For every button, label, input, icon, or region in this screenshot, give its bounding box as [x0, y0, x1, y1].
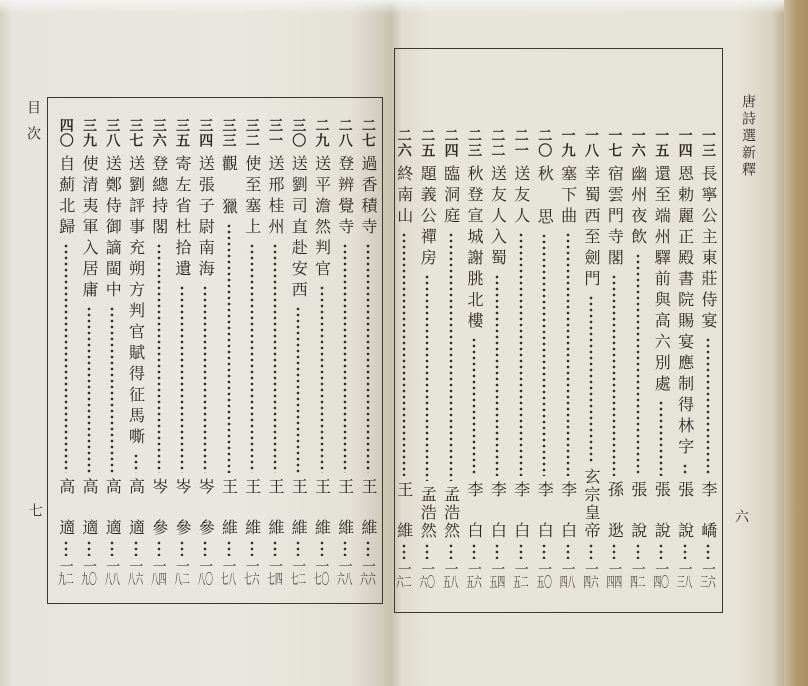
- leader-dots: [449, 543, 453, 559]
- entry-page-number: [561, 562, 575, 590]
- toc-entry: [311, 118, 333, 587]
- page-digit: 一: [127, 559, 144, 573]
- entry-number: 二一: [512, 128, 529, 158]
- page-digit: 一: [466, 562, 482, 576]
- page-digit: 一: [606, 562, 623, 576]
- page-digits-combined: 七二: [290, 573, 306, 587]
- running-head-book-title: 唐詩選新釋: [740, 94, 756, 179]
- entry-number: 一三: [700, 128, 716, 158]
- entry-title: 幸蜀西至劍門: [582, 165, 601, 291]
- author-name: 孟浩然: [418, 486, 438, 540]
- entry-number: 四〇: [57, 118, 74, 148]
- leader-dots: [519, 543, 523, 559]
- toc-entry: [264, 118, 286, 587]
- author-name: 李 白: [465, 480, 484, 540]
- leader-dots: [273, 540, 277, 556]
- entry-page-number: [490, 562, 504, 590]
- entry-page-number: [397, 562, 411, 590]
- author-name: 岑 參: [196, 477, 216, 537]
- page-digits-combined: 五八: [442, 576, 459, 590]
- entry-title: 觀 獵: [219, 155, 239, 220]
- author-name: 王 維: [335, 477, 355, 537]
- right-page-number: 六: [733, 509, 749, 523]
- page-digits-combined: 六六: [360, 573, 376, 587]
- entry-number: 三七: [127, 118, 144, 148]
- page-digits-combined: 四八: [559, 576, 576, 590]
- entry-title: 過香積寺: [359, 155, 378, 239]
- leader-dots: [203, 540, 207, 556]
- entry-number: 一八: [583, 128, 599, 158]
- leader-dots: [203, 285, 207, 473]
- leader-dots: [180, 285, 184, 473]
- entry-title: 秋 思: [535, 165, 555, 230]
- page-digit: 一: [419, 562, 436, 576]
- entry-title: 送鄭侍御謫閩中: [103, 155, 123, 302]
- entry-page-number: [654, 562, 668, 590]
- leader-dots: [425, 274, 429, 481]
- entry-number: 一四: [676, 128, 693, 158]
- toc-entry: [287, 118, 309, 587]
- entry-title: 登辨覺寺: [335, 155, 355, 239]
- leader-dots: [706, 543, 710, 559]
- author-name: 孟浩然: [441, 486, 461, 540]
- author-name: 李 白: [535, 480, 555, 540]
- entry-title: 送友人: [511, 165, 531, 228]
- page-digit: 一: [676, 562, 693, 576]
- entry-page-number: [175, 559, 189, 587]
- author-name: 李 白: [488, 480, 508, 540]
- entry-page-number: [607, 562, 621, 590]
- entry-number: 三三: [220, 118, 237, 148]
- page-digit: 一: [583, 562, 599, 576]
- toc-entry: [463, 128, 485, 590]
- page-digit: 一: [336, 559, 353, 573]
- leader-dots: [683, 463, 687, 476]
- page-digit: 一: [57, 559, 74, 573]
- page-digit: 一: [442, 562, 459, 576]
- entry-page-number: [152, 559, 166, 587]
- page-digit: 一: [313, 559, 330, 573]
- entry-page-number: [420, 562, 434, 590]
- entry-number: 二八: [336, 118, 353, 148]
- page-digits-combined: 四四: [606, 576, 623, 590]
- entry-number: 三八: [104, 118, 121, 148]
- leader-dots: [425, 543, 429, 559]
- toc-entry: [627, 128, 649, 590]
- entry-title: 使至塞上: [242, 155, 262, 239]
- page-digits-combined: 六八: [337, 573, 353, 587]
- toc-entry: [101, 118, 123, 587]
- entry-number: 三六: [150, 118, 167, 148]
- page-digit: 一: [81, 559, 97, 573]
- left-page-number: 七: [27, 503, 43, 517]
- entry-number: 二七: [360, 118, 376, 148]
- entry-number: 二九: [313, 118, 330, 148]
- toc-entry: [393, 128, 415, 590]
- entry-page-number: [338, 559, 352, 587]
- toc-entry: [148, 118, 170, 587]
- page-digit: 一: [243, 559, 260, 573]
- leader-dots: [542, 233, 546, 476]
- entry-page-number: [291, 559, 305, 587]
- entry-page-number: [361, 559, 375, 587]
- leader-dots: [449, 232, 453, 481]
- leader-dots: [157, 540, 161, 556]
- leader-dots: [589, 295, 593, 463]
- page-digits-combined: 七六: [244, 573, 260, 587]
- entry-title: 還至端州驛前與高六別處: [652, 165, 672, 396]
- entry-number: 二五: [419, 128, 436, 158]
- leader-dots: [566, 232, 570, 476]
- entry-title: 送劉評事充朔方判官賦得征馬嘶: [126, 155, 146, 449]
- page-digits-combined: 六〇: [419, 576, 435, 590]
- leader-dots: [612, 543, 616, 559]
- entry-page-number: [584, 562, 598, 590]
- leader-dots: [495, 274, 499, 476]
- leader-dots: [659, 400, 663, 476]
- entry-number: 三四: [197, 118, 214, 148]
- page-digits-combined: 八四: [151, 573, 167, 587]
- entry-number: 二二: [489, 128, 506, 158]
- toc-entry: [55, 118, 77, 587]
- entry-page-number: [245, 559, 259, 587]
- author-name: 王 維: [312, 477, 332, 537]
- page-digits-combined: 六二: [396, 576, 412, 590]
- leader-dots: [320, 540, 324, 556]
- toc-entry: [674, 128, 696, 590]
- entry-number: 一七: [606, 128, 623, 158]
- entry-page-number: [198, 559, 212, 587]
- toc-entry: [557, 128, 579, 590]
- leader-dots: [589, 543, 593, 559]
- entry-number: 二六: [395, 128, 412, 158]
- entry-title: 幽州夜飲: [628, 165, 648, 249]
- page-digit: 一: [700, 562, 716, 576]
- leader-dots: [320, 285, 324, 473]
- leader-dots: [612, 274, 616, 476]
- leader-dots: [87, 306, 91, 473]
- leader-dots: [87, 540, 91, 556]
- page-digit: 一: [104, 559, 121, 573]
- entry-title: 送友人入蜀: [488, 165, 508, 270]
- leader-dots: [273, 243, 277, 473]
- page-digits-combined: 四〇: [653, 576, 669, 590]
- entry-title: 題義公禪房: [418, 165, 438, 270]
- page-digit: 一: [536, 562, 553, 576]
- author-name: 高 適: [80, 477, 99, 537]
- author-name: 李 白: [558, 480, 578, 540]
- page-digits-combined: 五二: [513, 576, 529, 590]
- author-name: 玄宗皇帝: [582, 468, 601, 540]
- toc-entry: [533, 128, 555, 590]
- entry-number: 三九: [81, 118, 97, 148]
- entry-page-number: [467, 562, 481, 590]
- entry-page-number: [537, 562, 551, 590]
- page-digit: 一: [150, 559, 167, 573]
- leader-dots: [227, 223, 231, 473]
- page-digits-combined: 八二: [174, 573, 190, 587]
- toc-entry: [440, 128, 462, 590]
- leader-dots: [472, 337, 476, 476]
- page-digits-combined: 八六: [127, 573, 144, 587]
- entry-number: 二〇: [536, 128, 553, 158]
- entry-page-number: [678, 562, 692, 590]
- entry-page-number: [315, 559, 329, 587]
- leader-dots: [157, 243, 161, 473]
- page-digits-combined: 五六: [466, 576, 482, 590]
- author-name: 張 說: [652, 480, 672, 540]
- author-name: 岑 參: [173, 477, 192, 537]
- page-digit: 一: [360, 559, 376, 573]
- entry-page-number: [701, 562, 715, 590]
- page-digit: 一: [629, 562, 646, 576]
- leader-dots: [110, 540, 114, 556]
- leader-dots: [64, 540, 68, 556]
- page-digit: 一: [395, 562, 412, 576]
- toc-entry: [580, 128, 602, 590]
- entry-title: 長寧公主東莊侍宴: [699, 165, 718, 333]
- entry-page-number: [222, 559, 236, 587]
- page-digits-combined: 九二: [58, 573, 74, 587]
- leader-dots: [343, 540, 347, 556]
- leader-dots: [296, 306, 300, 473]
- entry-title: 送張子尉南海: [196, 155, 216, 281]
- entry-page-number: [59, 559, 73, 587]
- leader-dots: [683, 543, 687, 559]
- entry-page-number: [444, 562, 458, 590]
- toc-entry: [357, 118, 379, 587]
- entry-title: 塞下曲: [558, 165, 578, 228]
- entry-number: 二三: [466, 128, 482, 158]
- author-name: 王 維: [242, 477, 262, 537]
- leader-dots: [495, 543, 499, 559]
- author-name: 李 嶠: [699, 480, 718, 540]
- leader-dots: [64, 243, 68, 473]
- author-name: 王 維: [359, 477, 378, 537]
- leader-dots: [343, 243, 347, 473]
- leader-dots: [542, 543, 546, 559]
- leader-dots: [250, 243, 254, 473]
- page-digits-combined: 五〇: [536, 576, 552, 590]
- leader-dots: [134, 540, 138, 556]
- author-name: 王 維: [394, 480, 414, 540]
- entry-number: 一六: [629, 128, 646, 158]
- entry-page-number: [105, 559, 119, 587]
- entry-title: 秋登宣城謝朓北樓: [465, 165, 484, 333]
- author-name: 李 白: [511, 480, 531, 540]
- entry-title: 送平澹然判官: [312, 155, 332, 281]
- toc-entry: [510, 128, 532, 590]
- toc-entry: [78, 118, 100, 587]
- page-digits-combined: 三八: [676, 576, 693, 590]
- entry-number: 一九: [559, 128, 576, 158]
- entry-page-number: [82, 559, 96, 587]
- entry-title: 送劉司直赴安西: [289, 155, 309, 302]
- page-digit: 一: [174, 559, 190, 573]
- entry-page-number: [631, 562, 645, 590]
- toc-entry: [171, 118, 193, 587]
- author-name: 高 適: [126, 477, 146, 537]
- entry-number: 三〇: [290, 118, 307, 148]
- entry-page-number: [129, 559, 143, 587]
- book-cover-edge: [784, 0, 808, 686]
- author-name: 高 適: [56, 477, 76, 537]
- page-digit: 一: [267, 559, 283, 573]
- entry-number: 三一: [267, 118, 283, 148]
- page-digit: 一: [220, 559, 237, 573]
- entry-number: 二四: [442, 128, 459, 158]
- entry-number: 一五: [653, 128, 670, 158]
- page-digits-combined: 七四: [267, 573, 283, 587]
- leader-dots: [250, 540, 254, 556]
- page-digits-combined: 四六: [583, 576, 599, 590]
- scan-glare: [0, 0, 784, 14]
- page-digit: 一: [559, 562, 576, 576]
- leader-dots: [402, 543, 406, 559]
- page-digit: 一: [197, 559, 214, 573]
- entry-title: 自薊北歸: [56, 155, 76, 239]
- leader-dots: [519, 232, 523, 476]
- leader-dots: [227, 540, 231, 556]
- page-digit: 一: [512, 562, 529, 576]
- leader-dots: [659, 543, 663, 559]
- entry-number: 三二: [243, 118, 260, 148]
- page-digits-combined: 七〇: [313, 573, 330, 587]
- toc-entry: [416, 128, 438, 590]
- page-digits-combined: 七八: [220, 573, 237, 587]
- leader-dots: [706, 337, 710, 476]
- page-digit: 一: [290, 559, 307, 573]
- page-digit: 一: [653, 562, 670, 576]
- author-name: 孫 逖: [605, 480, 625, 540]
- running-head-contents: 目次: [25, 100, 41, 152]
- entry-title: 送邢桂州: [266, 155, 285, 239]
- page-digits-combined: 八〇: [197, 573, 213, 587]
- page-digits-combined: 四二: [630, 576, 646, 590]
- author-name: 王 維: [289, 477, 309, 537]
- leader-dots: [366, 540, 370, 556]
- leader-dots: [296, 540, 300, 556]
- page-digit: 一: [489, 562, 506, 576]
- entry-title: 恩勅麗正殿書院賜宴應制得林字: [675, 165, 695, 459]
- entry-title: 終南山: [394, 165, 414, 228]
- page-digits-combined: 三六: [700, 576, 716, 590]
- leader-dots: [134, 453, 138, 473]
- entry-title: 宿雲門寺閣: [605, 165, 625, 270]
- leader-dots: [636, 253, 640, 476]
- toc-entry: [486, 128, 508, 590]
- leader-dots: [110, 306, 114, 473]
- entry-title: 登總持閣: [149, 155, 169, 239]
- leader-dots: [472, 543, 476, 559]
- leader-dots: [566, 543, 570, 559]
- page-digits-combined: 八八: [104, 573, 120, 587]
- toc-entry: [218, 118, 240, 587]
- author-name: 王 維: [219, 477, 239, 537]
- author-name: 岑 參: [149, 477, 169, 537]
- leader-dots: [636, 543, 640, 559]
- toc-entry: [241, 118, 263, 587]
- author-name: 張 說: [628, 480, 648, 540]
- page-digits-combined: 九〇: [81, 573, 97, 587]
- author-name: 高 適: [103, 477, 123, 537]
- leader-dots: [366, 243, 370, 473]
- entry-title: 臨洞庭: [441, 165, 461, 228]
- entry-page-number: [514, 562, 528, 590]
- toc-entry: [194, 118, 216, 587]
- author-name: 張 說: [675, 480, 695, 540]
- entry-title: 寄左省杜拾遺: [173, 155, 192, 281]
- entry-title: 使清夷軍入居庸: [80, 155, 99, 302]
- toc-entry: [125, 118, 147, 587]
- toc-entry: [603, 128, 625, 590]
- entry-page-number: [268, 559, 282, 587]
- leader-dots: [402, 232, 406, 476]
- toc-entry: [334, 118, 356, 587]
- leader-dots: [180, 540, 184, 556]
- toc-entry: [697, 128, 719, 590]
- toc-entry: [650, 128, 672, 590]
- page-digits-combined: 五四: [489, 576, 506, 590]
- entry-number: 三五: [174, 118, 190, 148]
- author-name: 王 維: [266, 477, 285, 537]
